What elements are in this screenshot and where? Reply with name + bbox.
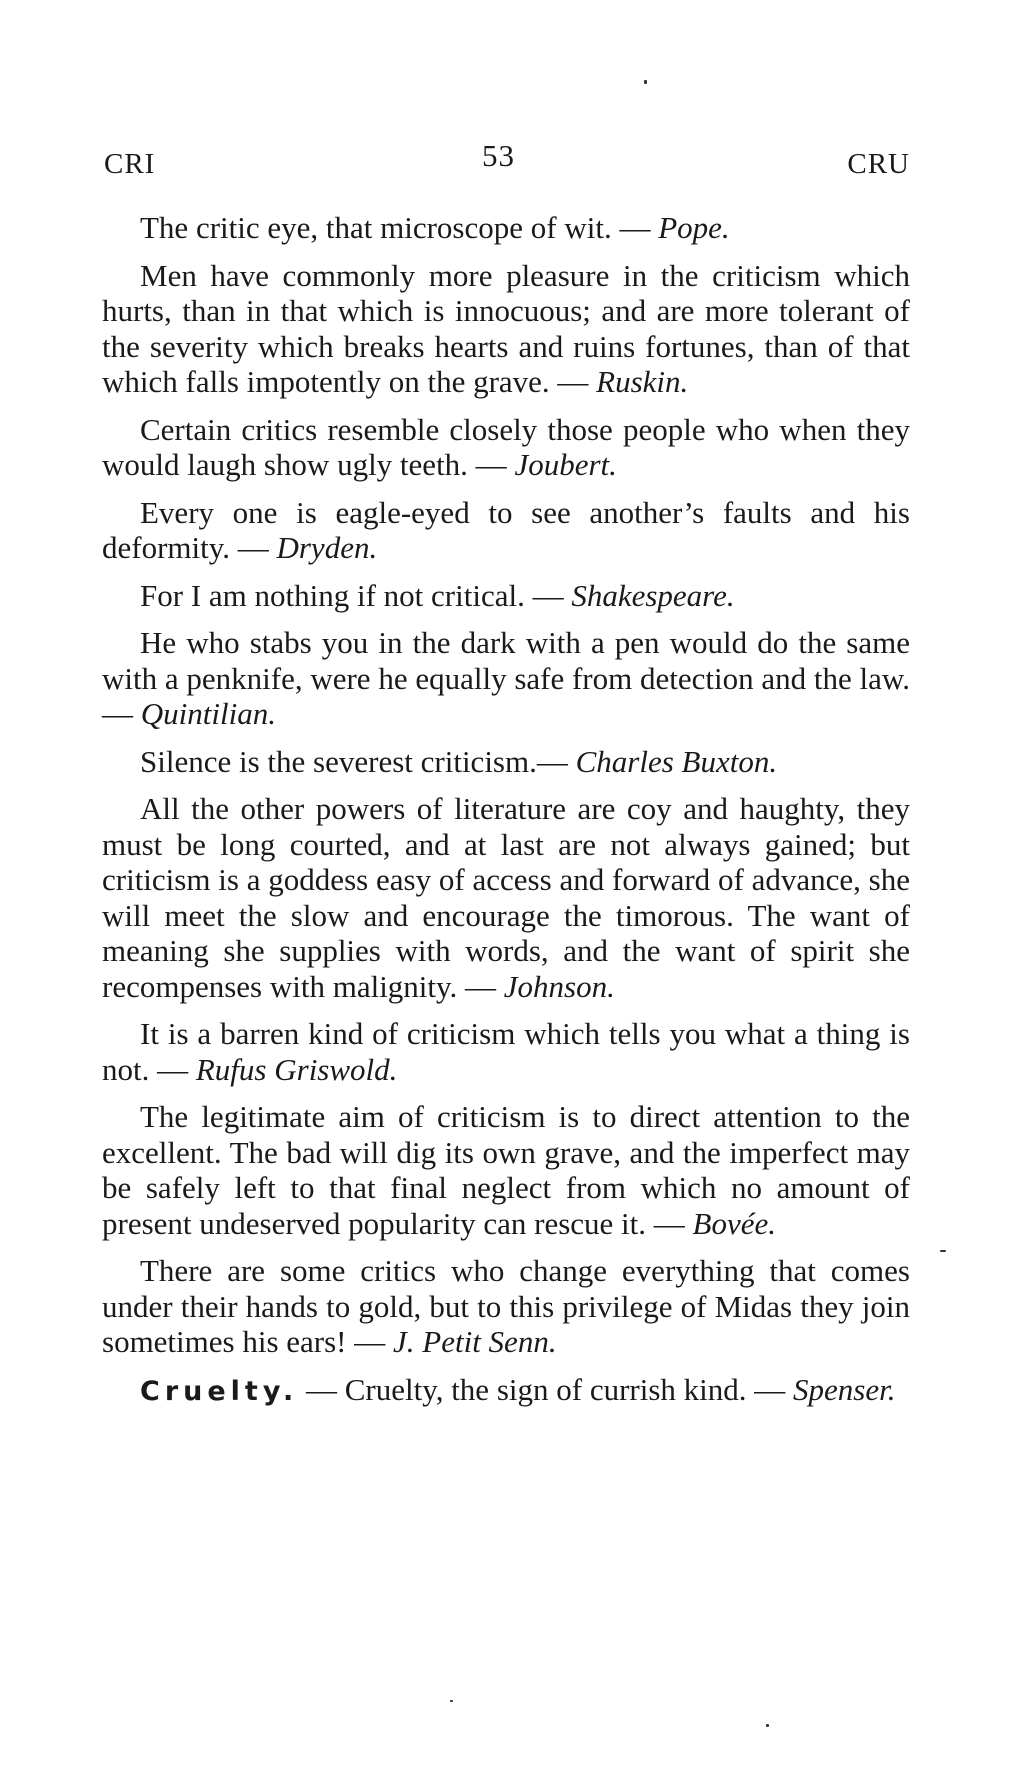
quote-author: Joubert. [514,447,617,482]
quote-entry [102,412,910,483]
quote-text: Certain critics resemble closely those people who when they would laugh show ugly teeth. — [102,411,910,482]
scan-speck [940,1250,946,1252]
quote-entry [102,495,910,566]
quote-author: J. Petit Senn. [393,1324,557,1359]
quote-author: Dryden. [276,530,378,565]
topic-entry [102,1372,910,1410]
scan-speck [644,80,647,84]
quote-text: The legitimate aim of criticism is to direct attention to the excellent. The bad will dig its own grave, and the imperfect may be safely left to that final neglect from which no amount of present undeserved popularity can rescue it. — [102,1099,910,1241]
quote-text: There are some critics who change everything that comes under their hands to gold, but to this privilege of Midas they join sometimes his ears! — [102,1253,910,1359]
header-left-guideword: CRI [104,148,156,180]
quote-text: He who stabs you in the dark with a pen would do the same with a penknife, were he equally safe from detection and the law. — [102,625,910,731]
quote-author: Charles Buxton. [575,743,778,779]
quote-author: Bovée. [692,1205,776,1241]
quote-entry [102,210,910,246]
quote-entry [102,791,910,1004]
scan-speck [766,1724,769,1727]
quote-author: Rufus Griswold. [195,1051,398,1087]
quote-text: Every one is eagle-eyed to see another’s faults and his deformity. — [102,494,910,565]
quote-entry [102,1099,910,1241]
quote-author: Shakespeare. [571,577,735,613]
quote-entry [102,1253,910,1360]
quote-entry [102,625,910,732]
quote-author: Pope. [658,210,730,245]
quotation-list [102,210,910,1421]
quote-entry [102,1016,910,1087]
page-number: 53 [482,138,515,173]
quote-entry [102,578,910,614]
quote-entry [102,744,910,780]
quote-author: Quintilian. [140,696,276,731]
running-header [102,138,910,188]
quote-text: All the other powers of literature are coy and haughty, they must be long courted, and at last are not always gained; but criticism is a goddess easy of access and forward of advance, she will meet the slow and encourage the timorous. The want of meaning she supplies with words, and the want of spirit she recompenses with malignity. — [102,791,910,1004]
quote-text: — Cruelty, the sign of currish kind. — [298,1371,794,1407]
header-right-guideword: CRU [847,148,910,180]
quote-text: It is a barren kind of criticism which tells you what a thing is not. — [102,1016,910,1087]
quote-text: Silence is the severest criticism.— [140,743,576,779]
quote-text: Men have commonly more pleasure in the criticism which hurts, than in that which is innocuous; and are more tolerant of the severity which breaks hearts and ruins fortunes, than of that which falls impotently on the grave. — [102,257,910,399]
quote-text: For I am nothing if not critical. — [140,577,572,613]
quote-author: Ruskin. [596,364,689,399]
quote-entry [102,258,910,400]
scan-speck [450,1700,453,1702]
quote-text: The critic eye, that microscope of wit. — [140,210,659,245]
quote-author: Spenser. [793,1371,896,1407]
topic-heading: Cruelty. [140,1375,299,1407]
quote-author: Johnson. [503,968,615,1004]
